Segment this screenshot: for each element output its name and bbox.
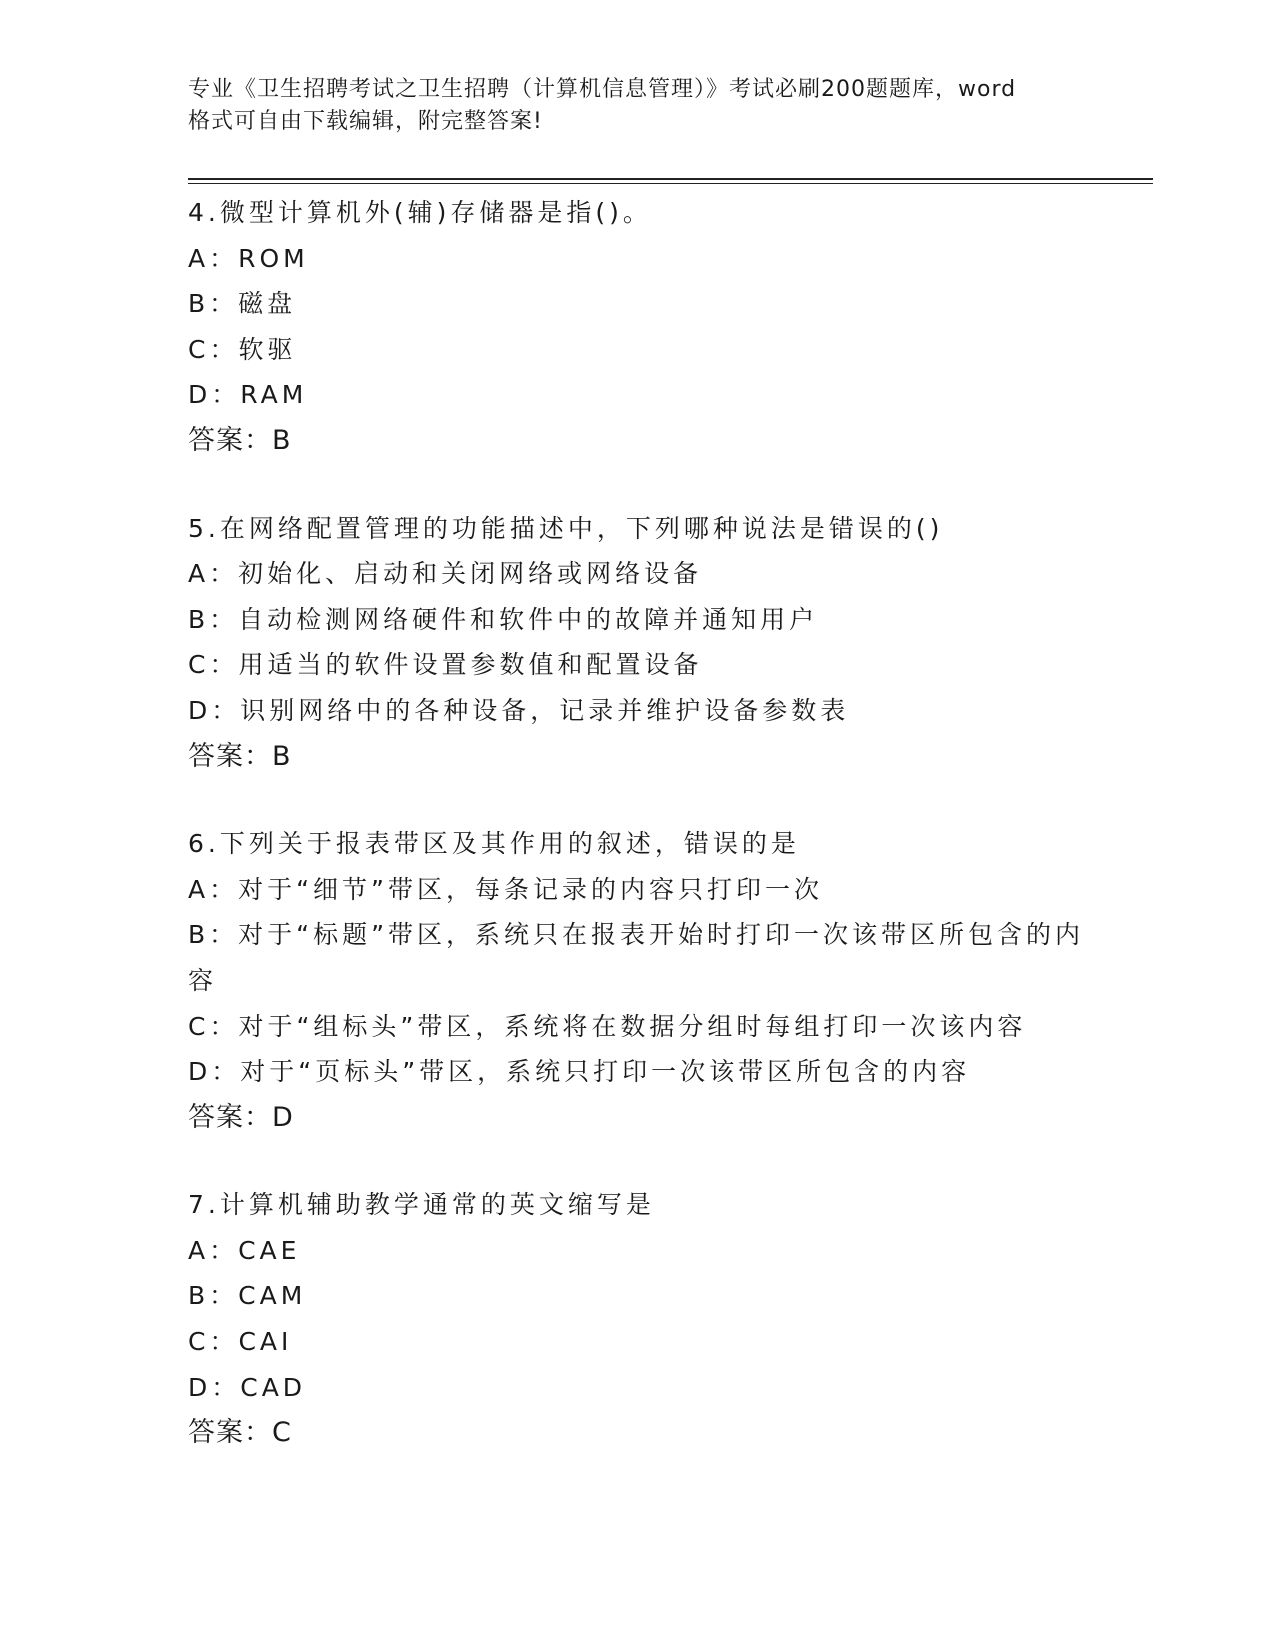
- question-stem: 5.在网络配置管理的功能描述中，下列哪种说法是错误的(): [188, 513, 944, 543]
- option-d: D：RAM: [188, 380, 308, 410]
- question-5: [188, 506, 1088, 780]
- answer: 答案：C: [188, 1417, 292, 1449]
- question-6: [188, 821, 1088, 1140]
- question-7: [188, 1182, 1088, 1456]
- option-b: B：磁盘: [188, 289, 297, 319]
- option-b: B：自动检测网络硬件和软件中的故障并通知用户: [188, 604, 819, 634]
- option-c: C：软驱: [188, 334, 297, 364]
- question-4: [188, 190, 1088, 464]
- header-line-2: 格式可自由下载编辑，附完整答案!: [188, 109, 543, 134]
- header-rule-thick: [188, 178, 1153, 180]
- answer: 答案：B: [188, 740, 292, 772]
- answer: 答案：D: [188, 1101, 294, 1133]
- option-a: A：ROM: [188, 243, 309, 273]
- document-header: [188, 74, 1088, 138]
- option-a: A：初始化、启动和关闭网络或网络设备: [188, 559, 703, 589]
- option-b: B：CAM: [188, 1281, 307, 1311]
- option-d: D：识别网络中的各种设备，记录并维护设备参数表: [188, 695, 850, 725]
- option-b: B：对于“标题”带区，系统只在报表开始时打印一次该带区所包含的内容: [188, 920, 1085, 995]
- question-stem: 4.微型计算机外(辅)存储器是指()。: [188, 198, 652, 227]
- option-a: A：对于“细节”带区，每条记录的内容只打印一次: [188, 874, 824, 904]
- header-rule-thin: [188, 183, 1153, 184]
- answer: 答案：B: [188, 424, 292, 456]
- option-c: C：用适当的软件设置参数值和配置设备: [188, 650, 703, 680]
- question-list: [188, 190, 1088, 1498]
- option-a: A：CAE: [188, 1235, 301, 1265]
- question-stem: 6.下列关于报表带区及其作用的叙述，错误的是: [188, 829, 800, 859]
- option-c: C：对于“组标头”带区，系统将在数据分组时每组打印一次该内容: [188, 1011, 1027, 1041]
- option-d: D：CAD: [188, 1372, 307, 1402]
- header-line-1: 专业《卫生招聘考试之卫生招聘（计算机信息管理）》考试必刷200题题库，word: [188, 77, 1017, 102]
- option-c: C：CAI: [188, 1327, 293, 1357]
- option-d: D：对于“页标头”带区，系统只打印一次该带区所包含的内容: [188, 1057, 971, 1087]
- question-stem: 7.计算机辅助教学通常的英文缩写是: [188, 1190, 655, 1220]
